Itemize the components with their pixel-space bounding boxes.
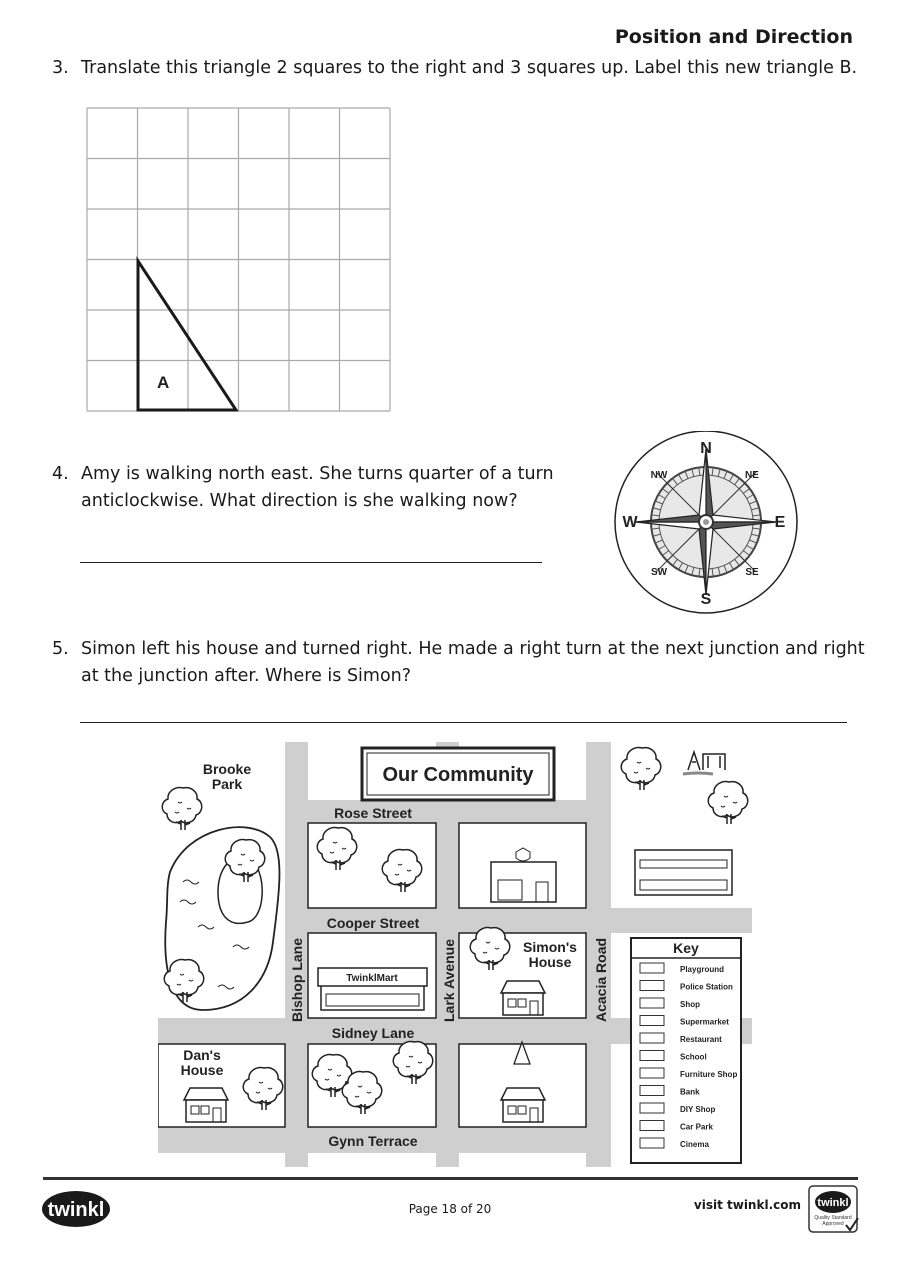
sidney-lane-label: Sidney Lane xyxy=(331,1025,415,1041)
key-icon xyxy=(640,1033,664,1043)
key-icon xyxy=(640,1121,664,1131)
simons-house-label-1: Simon's xyxy=(523,939,577,955)
key-icon xyxy=(640,1051,664,1061)
question-3 xyxy=(52,55,858,82)
answer-line-5[interactable] xyxy=(80,722,847,723)
key-item-label: DIY Shop xyxy=(680,1105,716,1114)
question-5 xyxy=(52,636,865,690)
key-item-label: Shop xyxy=(680,1000,700,1009)
compass-sw: SW xyxy=(650,567,668,578)
key-item-label: Cinema xyxy=(680,1140,709,1149)
gynn-terrace-label: Gynn Terrace xyxy=(328,1133,418,1149)
badge-line-1: Quality Standard xyxy=(814,1215,852,1221)
triangle-label: A xyxy=(157,373,170,392)
footer-divider xyxy=(43,1177,858,1180)
key-icon xyxy=(640,981,664,991)
simons-house-label-2: House xyxy=(528,954,572,970)
question-number: 4. xyxy=(52,464,69,484)
dans-house xyxy=(184,1088,228,1122)
bishop-lane-label: Bishop Lane xyxy=(289,937,305,1022)
key-item-label: Restaurant xyxy=(680,1035,722,1044)
key-item-label: Car Park xyxy=(680,1122,713,1132)
map-title: Our Community xyxy=(382,764,534,786)
simons-house xyxy=(501,981,545,1015)
badge-logo-text: twinkl xyxy=(817,1197,849,1209)
key-item-label: Playground xyxy=(680,965,725,974)
key-title: Key xyxy=(673,940,699,956)
question-4 xyxy=(52,461,554,515)
key-icon xyxy=(640,998,664,1008)
question-5-line-2: at the junction after. Where is Simon? xyxy=(81,666,412,686)
rose-street-label: Rose Street xyxy=(334,805,412,821)
compass-nw: NW xyxy=(650,470,668,481)
brooke-park-line-1: Brooke xyxy=(202,761,252,777)
key-item-label: Bank xyxy=(680,1087,700,1097)
question-number: 3. xyxy=(52,58,69,78)
badge-line-2: Approved xyxy=(822,1221,844,1227)
compass-w: W xyxy=(622,514,638,531)
compass-se: SE xyxy=(745,567,759,578)
key-icon xyxy=(640,1068,664,1078)
page-heading: Position and Direction xyxy=(614,26,853,48)
key-icon xyxy=(640,1016,664,1026)
question-3-text: Translate this triangle 2 squares to the right and 3 squares up. Label this new triangle B. xyxy=(81,58,858,78)
lark-avenue-label: Lark Avenue xyxy=(441,939,457,1022)
compass-e: E xyxy=(774,514,786,531)
key-icon xyxy=(640,1103,664,1113)
translation-grid xyxy=(80,101,400,421)
question-4-line-1: Amy is walking north east. She turns quarter of a turn xyxy=(81,464,554,484)
compass-ne: NE xyxy=(745,470,759,481)
key-item-label: School xyxy=(680,1052,707,1062)
key-icon xyxy=(640,963,664,973)
community-map xyxy=(158,742,758,1167)
answer-line-4[interactable] xyxy=(80,562,542,563)
compass-n: N xyxy=(700,440,712,457)
logo-text: twinkl xyxy=(47,1199,105,1221)
question-5-line-1: Simon left his house and turned right. He made a right turn at the next junction and right xyxy=(81,639,865,659)
triangle-a xyxy=(138,261,236,410)
key-icon xyxy=(640,1138,664,1148)
visit-link[interactable]: visit twinkl.com xyxy=(693,1198,801,1212)
quality-badge xyxy=(808,1185,860,1235)
key-item-label: Furniture Shop xyxy=(680,1070,738,1079)
key-icon xyxy=(640,1086,664,1096)
acacia-road-label: Acacia Road xyxy=(593,937,609,1022)
question-number: 5. xyxy=(52,639,69,659)
cooper-street-label: Cooper Street xyxy=(326,915,420,931)
page-number: Page 18 of 20 xyxy=(408,1202,492,1216)
dans-house-label-2: House xyxy=(180,1062,224,1078)
key-item-label: Supermarket xyxy=(680,1017,729,1027)
key-item-label: Police Station xyxy=(680,982,733,992)
brooke-park-line-2: Park xyxy=(211,776,243,792)
compass-s: S xyxy=(700,591,712,608)
question-4-line-2: anticlockwise. What direction is she walking now? xyxy=(81,491,518,511)
dans-house-label-1: Dan's xyxy=(183,1047,221,1063)
twinklmart-label: TwinklMart xyxy=(346,973,398,984)
compass-rose xyxy=(612,431,802,616)
